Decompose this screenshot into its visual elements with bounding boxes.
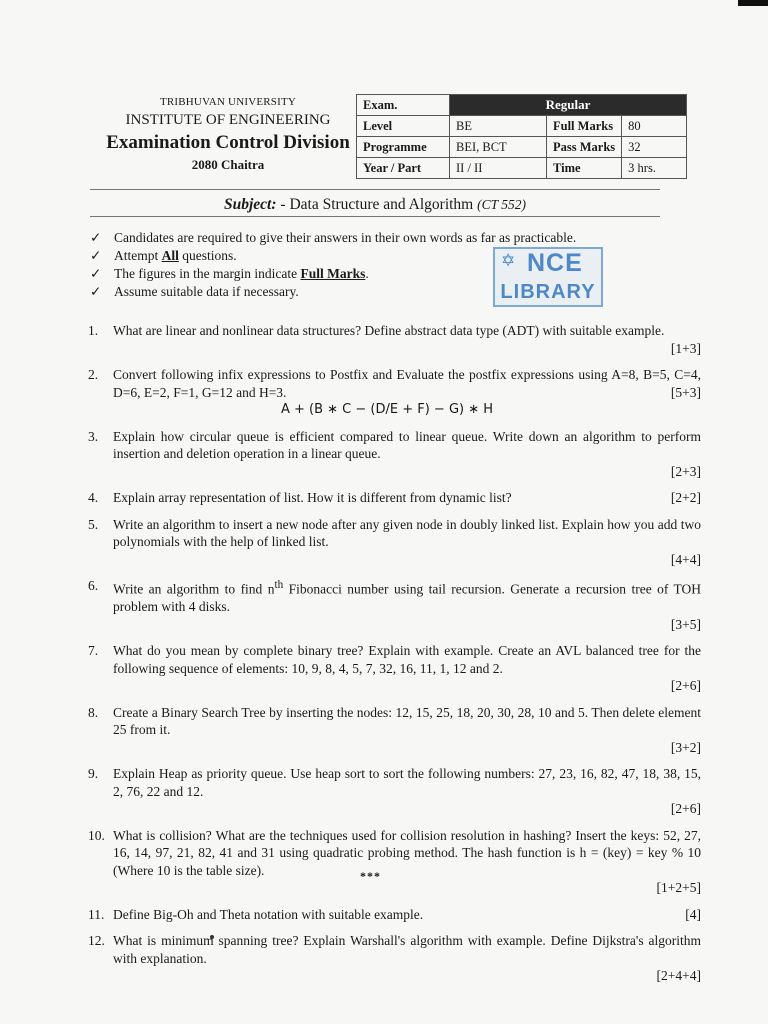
question-text [113, 577, 701, 616]
subject-label: Subject: [223, 196, 277, 213]
question-number: 1. [88, 323, 99, 338]
question-item [88, 428, 701, 481]
checkmark-icon: ✓ [90, 230, 102, 245]
question-item [88, 704, 701, 757]
level-row [357, 116, 687, 137]
instruction-text: . [365, 266, 369, 281]
question-number: 2. [88, 367, 99, 382]
programme-row [357, 137, 687, 158]
question-marks: [4] [685, 906, 701, 922]
level-value: BE [450, 116, 547, 137]
question-marks: [2+6] [670, 801, 701, 816]
full-marks-label: Full Marks [547, 116, 622, 137]
question-text: Define Big-Oh and Theta notation with suitable example. [113, 906, 424, 922]
year-part-label: Year / Part [357, 158, 450, 179]
question-item [88, 932, 701, 985]
question-text-part: Fibonacci number using tail recursion. Generate a recursion tree of TOH problem with 4 disks. [113, 581, 702, 614]
question-text: What are linear and nonlinear data structures? Define abstract data type (ADT) with suitable example. [113, 323, 665, 338]
question-item [88, 827, 701, 897]
question-item [88, 577, 701, 633]
instruction-emphasis: Full Marks [300, 266, 366, 281]
question-number: 5. [88, 516, 99, 532]
checkmark-icon: ✓ [90, 284, 102, 299]
question-number: 3. [88, 428, 99, 444]
year-part-value: II / II [450, 158, 547, 179]
level-label: Level [357, 116, 450, 137]
question-marks: [3+2] [670, 739, 701, 755]
programme-label: Programme [357, 137, 450, 158]
question-marks: [5+3] [670, 384, 701, 400]
question-marks: [2+3] [670, 463, 701, 479]
library-stamp [493, 247, 603, 307]
question-number: 10. [88, 827, 105, 843]
end-marker: *** [360, 869, 381, 883]
question-text: Write an algorithm to insert a new node after any given node in doubly linked list. Explain how you add two polynomials with the help of linked list. [113, 516, 701, 549]
question-text: What is minimum spanning tree? Explain Warshall's algorithm with example. Define Dijkstra's algorithm with explanation. [113, 933, 701, 966]
subject-separator: - [280, 196, 286, 213]
superscript: th [274, 579, 284, 591]
stamp-line-1: NCE [527, 249, 583, 277]
division-name: Examination Control Division [106, 132, 350, 153]
question-text: What is collision? What are the techniques used for collision resolution in hashing? Insert the keys: 52, 27, 16, 14, 97, 21, 82, 41 and 31 using quadratic probing method. The hash function is h = (key) = key % 10 (Where 10 is the table size). [113, 827, 701, 878]
divider-top [90, 189, 660, 190]
question-item [88, 322, 701, 357]
question-number: 9. [88, 766, 99, 781]
question-number: 4. [88, 490, 99, 505]
subject-name: Data Structure and Algorithm [289, 196, 474, 213]
exam-type-value: Regular [450, 95, 687, 116]
instruction-text: Attempt [114, 248, 162, 263]
question-number: 12. [88, 933, 105, 948]
instruction-text: Assume suitable data if necessary. [114, 284, 299, 299]
exam-label: Exam. [357, 95, 450, 116]
question-number: 6. [88, 578, 99, 593]
instruction-emphasis: All [161, 248, 179, 263]
instruction-item [90, 229, 690, 247]
divider-bottom [90, 216, 660, 217]
institute-name: INSTITUTE OF ENGINEERING [125, 112, 331, 128]
question-item [88, 516, 701, 569]
programme-value: BEI, BCT [450, 137, 547, 158]
time-value: 3 hrs. [622, 158, 687, 179]
year-part-row [357, 158, 687, 179]
pass-marks-label: Pass Marks [547, 137, 622, 158]
question-marks: [4+4] [670, 551, 701, 567]
exam-session: 2080 Chaitra [191, 157, 265, 172]
question-text: Create a Binary Search Tree by inserting the nodes: 12, 15, 25, 18, 20, 30, 28, 10 and 5. Then delete element 25 from it. [113, 704, 701, 737]
question-marks: [3+5] [670, 616, 701, 632]
stamp-line-2: LIBRARY [500, 281, 596, 303]
question-marks: [2+6] [670, 678, 701, 693]
question-number: 7. [88, 643, 99, 658]
questions-list [88, 322, 701, 994]
subject-line [90, 196, 660, 214]
instruction-text: The figures in the margin indicate [114, 266, 301, 281]
question-text-part: Write an algorithm to find n [113, 581, 275, 597]
question-text: What do you mean by complete binary tree? Explain with example. Create an AVL balanced tree for the following sequence of elements: 10, 9, 8, 4, 5, 7, 32, 16, 11, 1, 12 and 2. [113, 643, 701, 676]
question-item [88, 489, 701, 507]
question-item [88, 765, 701, 818]
exam-row [357, 95, 687, 116]
question-marks: [1+2+5] [656, 880, 701, 895]
question-marks: [2+2] [670, 490, 701, 505]
time-label: Time [547, 158, 622, 179]
question-item [88, 642, 701, 695]
checkmark-icon: ✓ [90, 266, 102, 281]
question-text: Explain Heap as priority queue. Use heap sort to sort the following numbers: 27, 23, 16, 82, 47, 18, 38, 15, 2, 76, 22 and 12. [113, 766, 701, 799]
question-text: Explain how circular queue is efficient compared to linear queue. Write down an algorithm to perform insertion and deletion operation in a linear queue. [113, 428, 701, 461]
exam-info-table [356, 94, 687, 179]
page-corner-mark [738, 0, 768, 6]
star-emblem-icon: ✡ [501, 251, 516, 270]
question-number: 11. [88, 906, 105, 922]
question-item [88, 366, 701, 419]
question-number: 8. [88, 704, 99, 720]
instruction-text: Candidates are required to give their answers in their own words as far as practicable. [114, 230, 577, 245]
question-item [88, 906, 701, 924]
university-name: TRIBHUVAN UNIVERSITY [159, 96, 297, 108]
checkmark-icon: ✓ [90, 248, 102, 263]
question-text: Explain array representation of list. How it is different from dynamic list? [113, 490, 512, 505]
question-marks: [2+4+4] [656, 968, 701, 983]
question-text: Convert following infix expressions to Postfix and Evaluate the postfix expressions using A=8, B=5, C=4, D=6, E=2, F=1, G=12 and H=3. [113, 367, 701, 400]
pass-marks-value: 32 [622, 137, 687, 158]
question-marks: [1+3] [670, 340, 701, 356]
subject-code: (CT 552) [477, 197, 527, 212]
full-marks-value: 80 [622, 116, 687, 137]
infix-expression: A + (B ∗ C − (D/E + F) − G) ∗ H [280, 402, 494, 417]
instruction-text: questions. [178, 248, 237, 263]
